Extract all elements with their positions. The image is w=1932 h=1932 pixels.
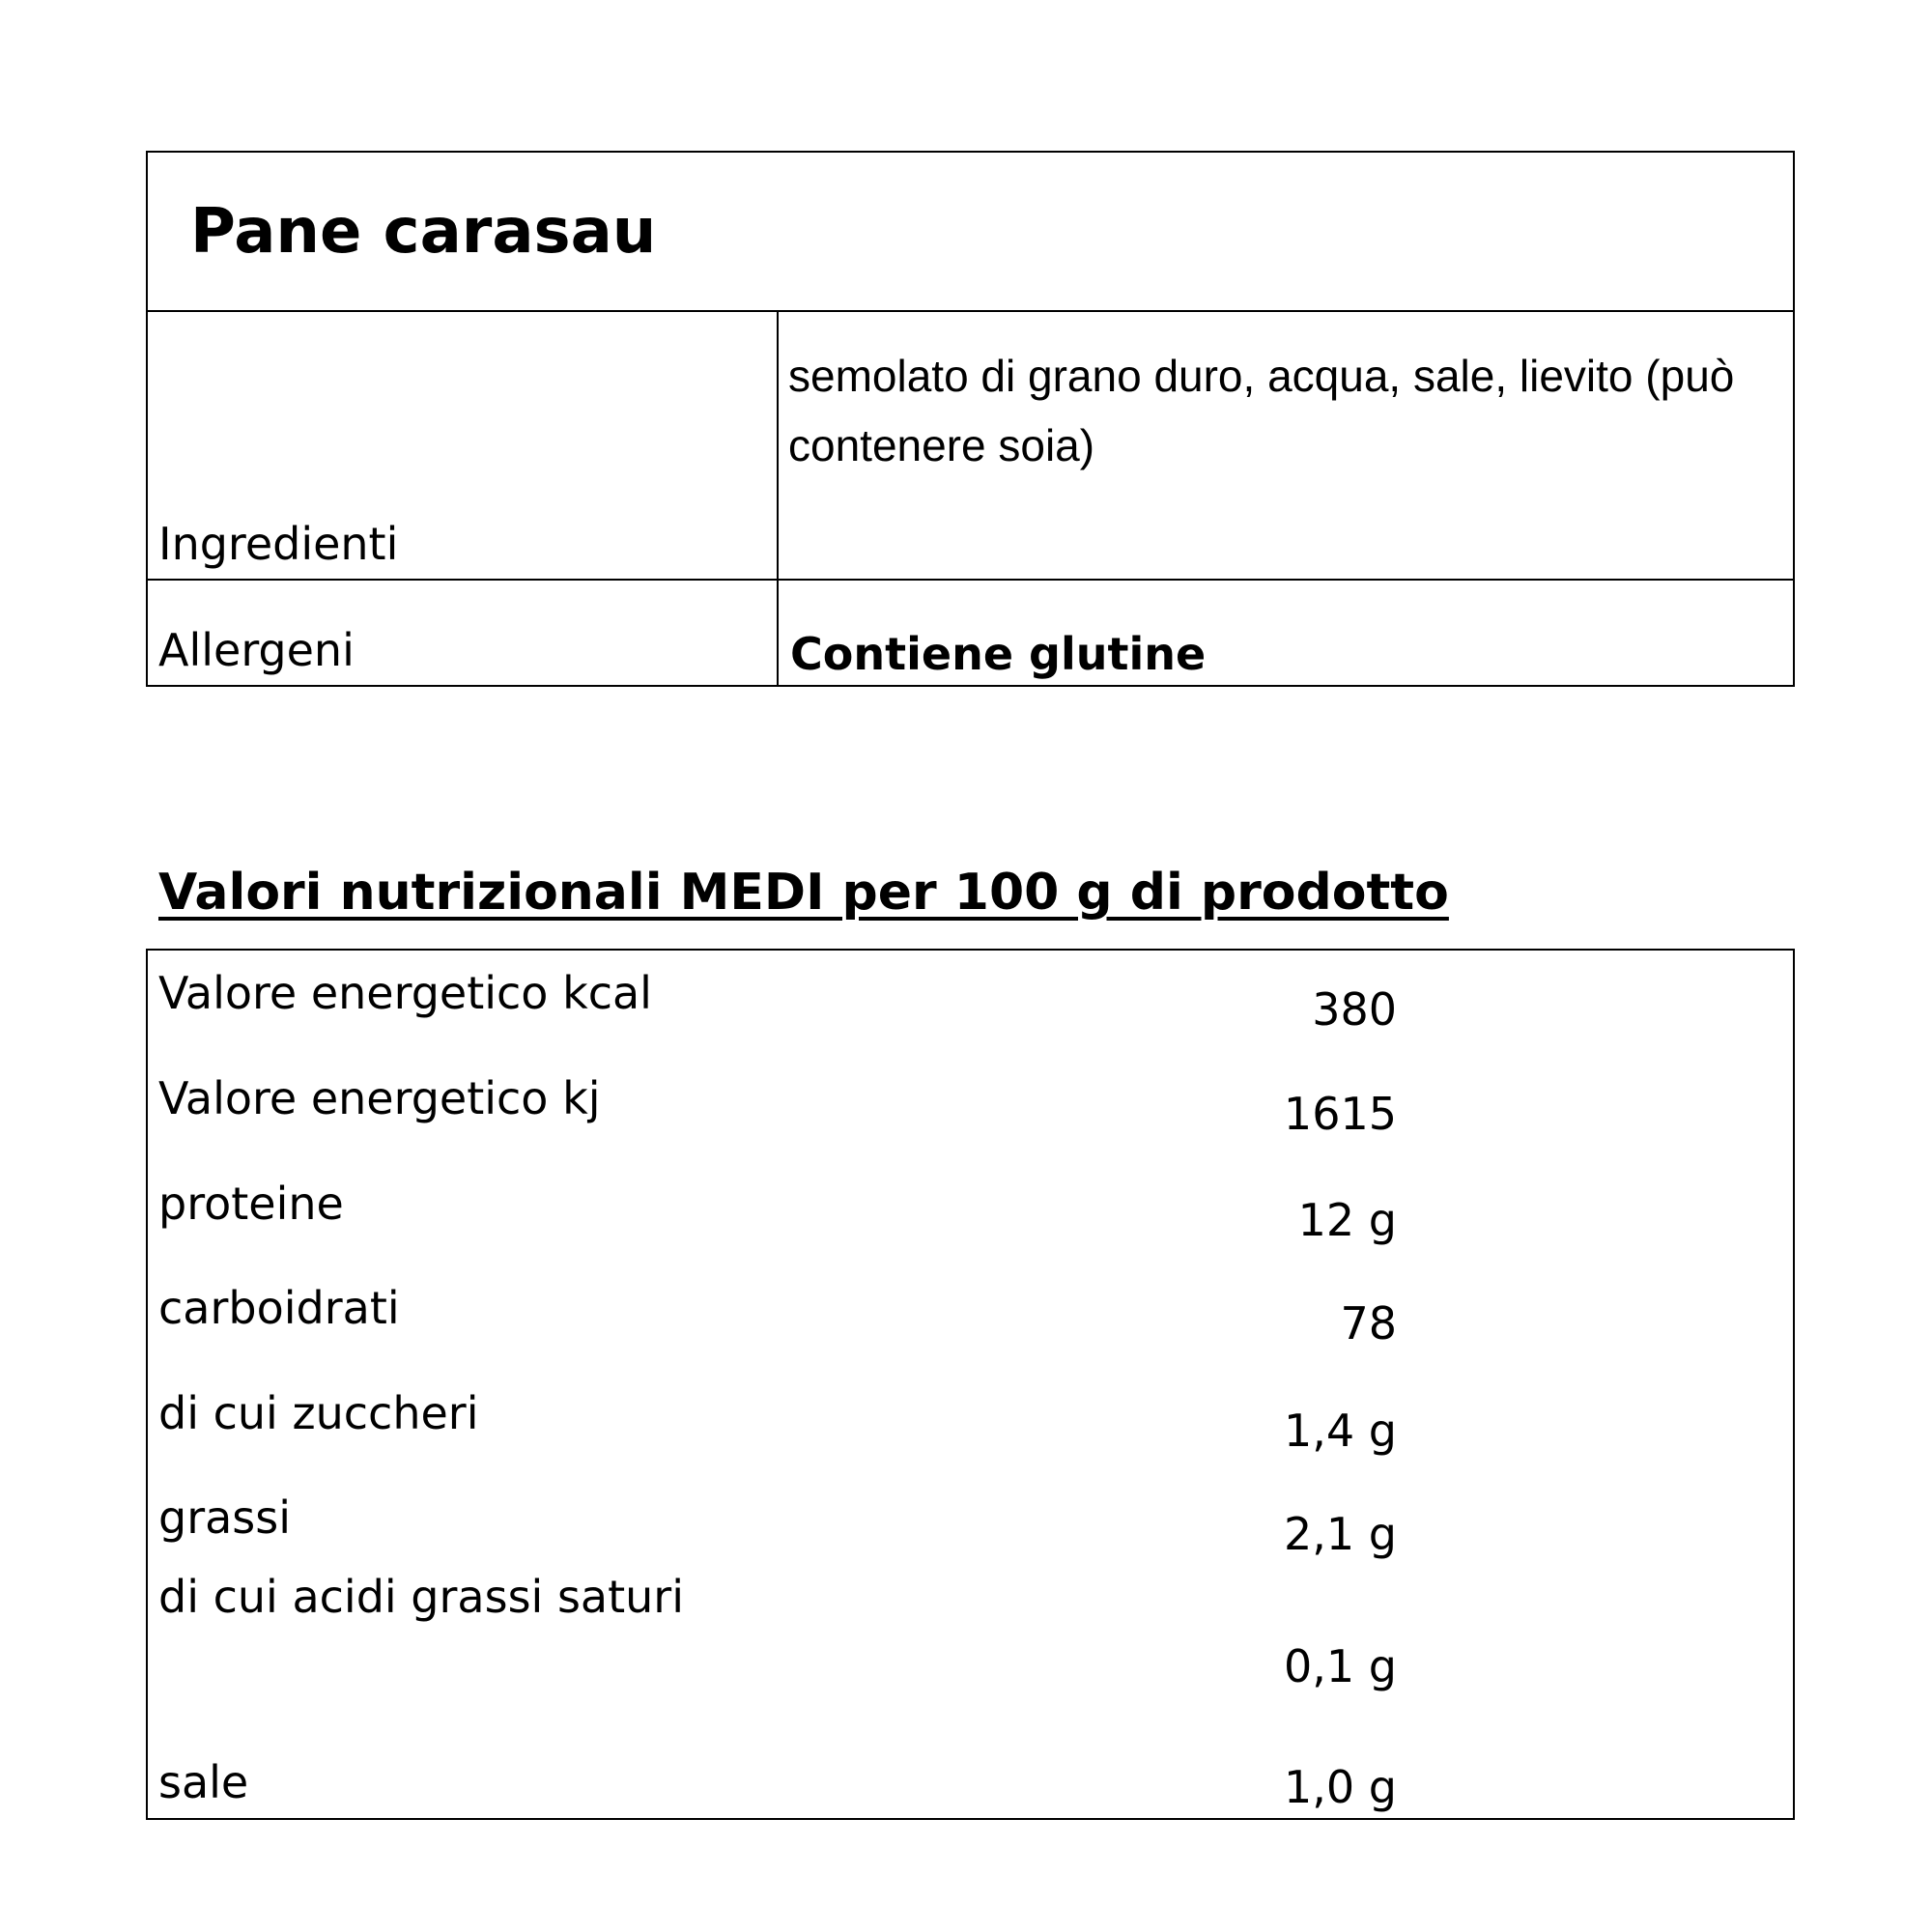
nutrition-value-saturi: 0,1 g [1284,1640,1397,1692]
nutrition-label-zuccheri: di cui zuccheri [158,1387,479,1439]
allergens-label: Allergeni [158,624,355,676]
nutrition-value-carboidrati: 78 [1340,1297,1397,1350]
ingredients-value: semolato di grano duro, acqua, sale, lievito (può contenere soia) [788,351,1735,470]
nutrition-label-kj: Valore energetico kj [158,1072,601,1124]
product-title-divider [146,310,1795,312]
nutrition-value-proteine: 12 g [1297,1194,1397,1246]
ingredients-divider [146,579,1795,581]
product-title: Pane carasau [190,196,657,268]
nutrition-label-sale: sale [158,1756,249,1808]
nutrition-value-zuccheri: 1,4 g [1284,1405,1397,1457]
allergens-value: Contiene glutine [790,628,1207,680]
nutrition-label-saturi: di cui acidi grassi saturi [158,1571,684,1623]
nutrition-value-sale: 1,0 g [1284,1761,1397,1813]
nutrition-value-kj: 1615 [1283,1088,1397,1140]
nutrition-label-carboidrati: carboidrati [158,1282,400,1334]
nutrition-heading: Valori nutrizionali MEDI per 100 g di prodotto [158,864,1449,922]
nutrition-label-grassi: grassi [158,1492,292,1544]
ingredients-label: Ingredienti [158,518,399,570]
product-column-divider [777,310,779,687]
nutrition-value-grassi: 2,1 g [1284,1508,1397,1560]
nutrition-label-proteine: proteine [158,1178,344,1230]
nutrition-label-kcal: Valore energetico kcal [158,967,652,1019]
nutrition-value-kcal: 380 [1312,983,1397,1036]
